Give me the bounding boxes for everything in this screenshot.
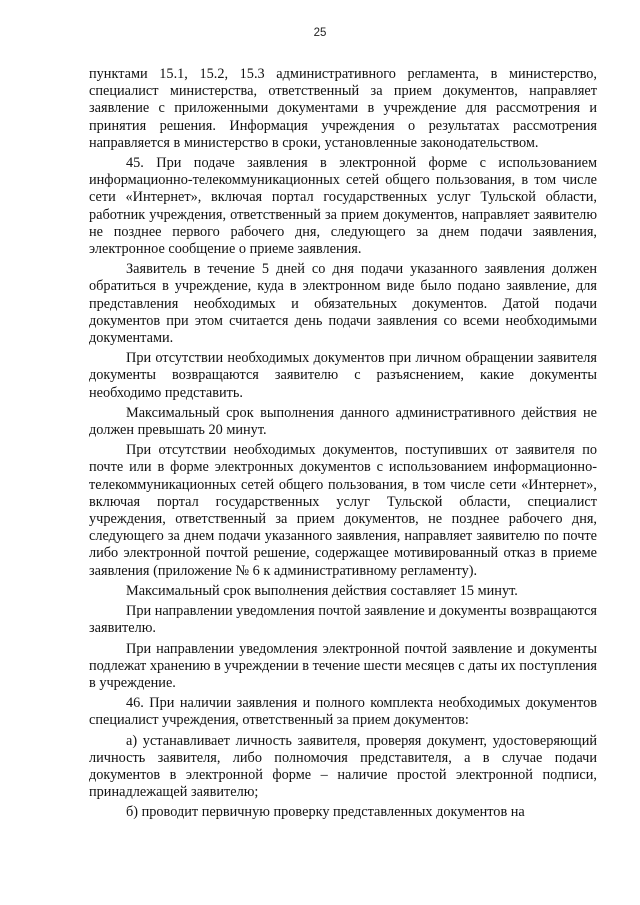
- paragraph-max-time-20: Максимальный срок выполнения данного административного действия не должен превышать 20 минут.: [89, 404, 597, 439]
- paragraph-applicant-deadline: Заявитель в течение 5 дней со дня подачи указанного заявления должен обратиться в учреждение, куда в электронном виде было подано заявление, для представления необходимых и обязательных документов. Датой подачи документов при этом считается день подачи заявления со всеми необходимыми документами.: [89, 261, 597, 347]
- paragraph-postal-refusal: При отсутствии необходимых документов, поступивших от заявителя по почте или в форме электронных документов с использованием информационно-телекоммуникационных сетей общего пользования, в том числе сети «Интернет», включая портал государственных услуг Тульской области, специалист учреждения, ответственный за прием документов, не позднее рабочего дня, следующего за днем подачи указанного заявления, направляет заявителю по почте либо электронной почтой решение, содержащее мотивированный отказ в приеме заявления (приложение № 6 к административному регламенту).: [89, 442, 597, 579]
- paragraph-email-storage: При направлении уведомления электронной почтой заявление и документы подлежат хранению в учреждении в течение шести месяцев с даты их поступления в учреждение.: [89, 640, 597, 691]
- paragraph-subitem-b: б) проводит первичную проверку представленных документов на: [126, 804, 525, 821]
- document-body: [89, 66, 597, 825]
- paragraph-continued: пунктами 15.1, 15.2, 15.3 административного регламента, в министерство, специалист министерства, ответственный за прием документов, направляет заявление с приложенными документами в учреждение для рассмотрения и принятия решения. Информация учреждения о результатах рассмотрения направляется в министерство в сроки, установленные законодательством.: [89, 66, 597, 151]
- paragraph-item-45: 45. При подаче заявления в электронной форме с использованием информационно-телекоммуникационных сетей общего пользования, в том числе сети «Интернет», включая портал государственных услуг Тульской области, работник учреждения, ответственный за прием документов, направляет заявителю не позднее первого рабочего дня, следующего за днем подачи заявления, электронное сообщение о приеме заявления.: [89, 155, 597, 258]
- paragraph-item-46: 46. При наличии заявления и полного комплекта необходимых документов специалист учреждения, ответственный за прием документов:: [89, 695, 597, 729]
- paragraph-subitem-a: а) устанавливает личность заявителя, проверяя документ, удостоверяющий личность заявителя, либо полномочия представителя, а в случае подачи документов в электронной форме – наличие простой электронной подписи, принадлежащей заявителю;: [89, 732, 597, 801]
- paragraph-postal-return: При направлении уведомления почтой заявление и документы возвращаются заявителю.: [89, 603, 597, 637]
- paragraph-missing-documents: При отсутствии необходимых документов при личном обращении заявителя документы возвращаются заявителю с разъяснением, какие документы необходимо представить.: [89, 350, 597, 401]
- paragraph-max-time-15: Максимальный срок выполнения действия составляет 15 минут.: [126, 582, 518, 599]
- page-number: 25: [313, 27, 327, 39]
